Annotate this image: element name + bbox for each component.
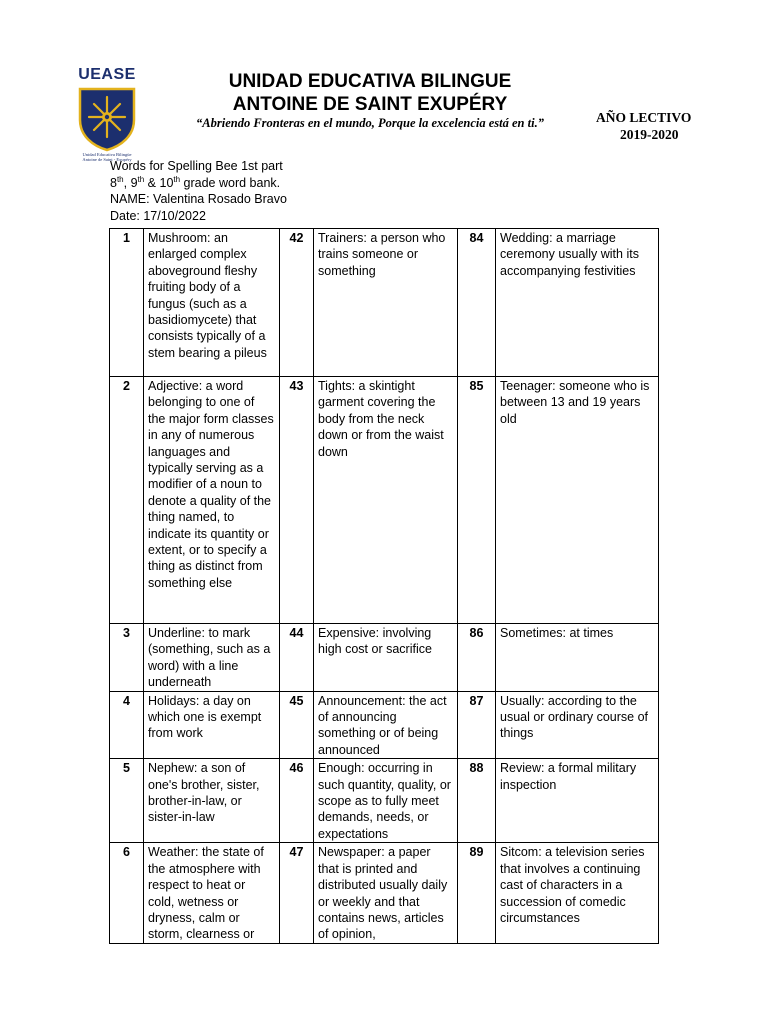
logo-text: UEASE [78,66,136,83]
school-name-line2: ANTOINE DE SAINT EXUPÉRY [232,94,508,115]
table-row [110,691,659,759]
word-number: 42 [280,229,314,377]
word-definition: Weather: the state of the atmosphere with respect to heat or cold, wetness or dryness, calm or storm, clearness or [144,843,280,943]
word-definition: Nephew: a son of one's brother, sister, brother-in-law, or sister-in-law [144,759,280,843]
word-definition: Underline: to mark (something, such as a word) with a line underneath [144,624,280,692]
word-definition: Adjective: a word belonging to one of the major form classes in any of numerous languages and typically serving as a modifier of a noun to denote a quality of the thing named, to indicate its quantity or extent, or to specify a thing as distinct from something else [144,377,280,624]
word-definition: Trainers: a person who trains someone or something [314,229,458,377]
word-number: 88 [458,759,496,843]
word-number: 4 [110,691,144,759]
year-value: 2019-2020 [620,127,679,142]
word-definition: Usually: according to the usual or ordinary course of things [496,691,659,759]
document-title: Words for Spelling Bee 1st part [110,159,283,173]
school-year [596,109,706,143]
school-logo [68,66,146,162]
table-row [110,624,659,692]
table-row [110,759,659,843]
word-definition: Sometimes: at times [496,624,659,692]
document-info [110,158,287,224]
word-number: 5 [110,759,144,843]
school-motto: “Abriendo Fronteras en el mundo, Porque la excelencia está en ti.” [196,116,544,130]
word-number: 45 [280,691,314,759]
word-bank-table [109,228,659,944]
word-number: 84 [458,229,496,377]
word-definition: Tights: a skintight garment covering the body from the neck down or from the waist down [314,377,458,624]
word-number: 3 [110,624,144,692]
table-row [110,377,659,624]
word-number: 86 [458,624,496,692]
word-number: 6 [110,843,144,943]
school-name-line1: UNIDAD EDUCATIVA BILINGUE [228,71,512,92]
table-row [110,229,659,377]
word-definition: Sitcom: a television series that involves a continuing cast of characters in a succession of comedic circumstances [496,843,659,943]
student-name: NAME: Valentina Rosado Bravo [110,192,287,206]
table-row [110,843,659,943]
word-definition: Wedding: a marriage ceremony usually with its accompanying festivities [496,229,659,377]
word-number: 1 [110,229,144,377]
word-number: 2 [110,377,144,624]
word-number: 43 [280,377,314,624]
word-definition: Announcement: the act of announcing something or of being announced [314,691,458,759]
word-number: 44 [280,624,314,692]
word-number: 47 [280,843,314,943]
word-number: 46 [280,759,314,843]
word-definition: Holidays: a day on which one is exempt from work [144,691,280,759]
word-number: 89 [458,843,496,943]
word-number: 85 [458,377,496,624]
document-date: Date: 17/10/2022 [110,208,206,223]
word-definition: Newspaper: a paper that is printed and distributed usually daily or weekly and that contains news, articles of opinion, [314,843,458,943]
grade-line: 8th, 9th & 10th grade word bank. [110,174,281,190]
logo-caption-2: Antoine de Saint - Exupéry [82,157,132,162]
crest-icon [77,86,137,152]
word-number: 87 [458,691,496,759]
year-label: AÑO LECTIVO [596,110,692,125]
word-definition: Mushroom: an enlarged complex aboveground fleshy fruiting body of a fungus (such as a basidiomycete) that consists typically of a stem bearing a pileus [144,229,280,377]
word-definition: Teenager: someone who is between 13 and 19 years old [496,377,659,624]
word-definition: Enough: occurring in such quantity, quality, or scope as to fully meet demands, needs, or expectations [314,759,458,843]
word-definition: Expensive: involving high cost or sacrifice [314,624,458,692]
school-name [150,70,590,116]
logo-caption-1: Unidad Educativa Bilingüe [82,152,132,157]
word-definition: Review: a formal military inspection [496,759,659,843]
